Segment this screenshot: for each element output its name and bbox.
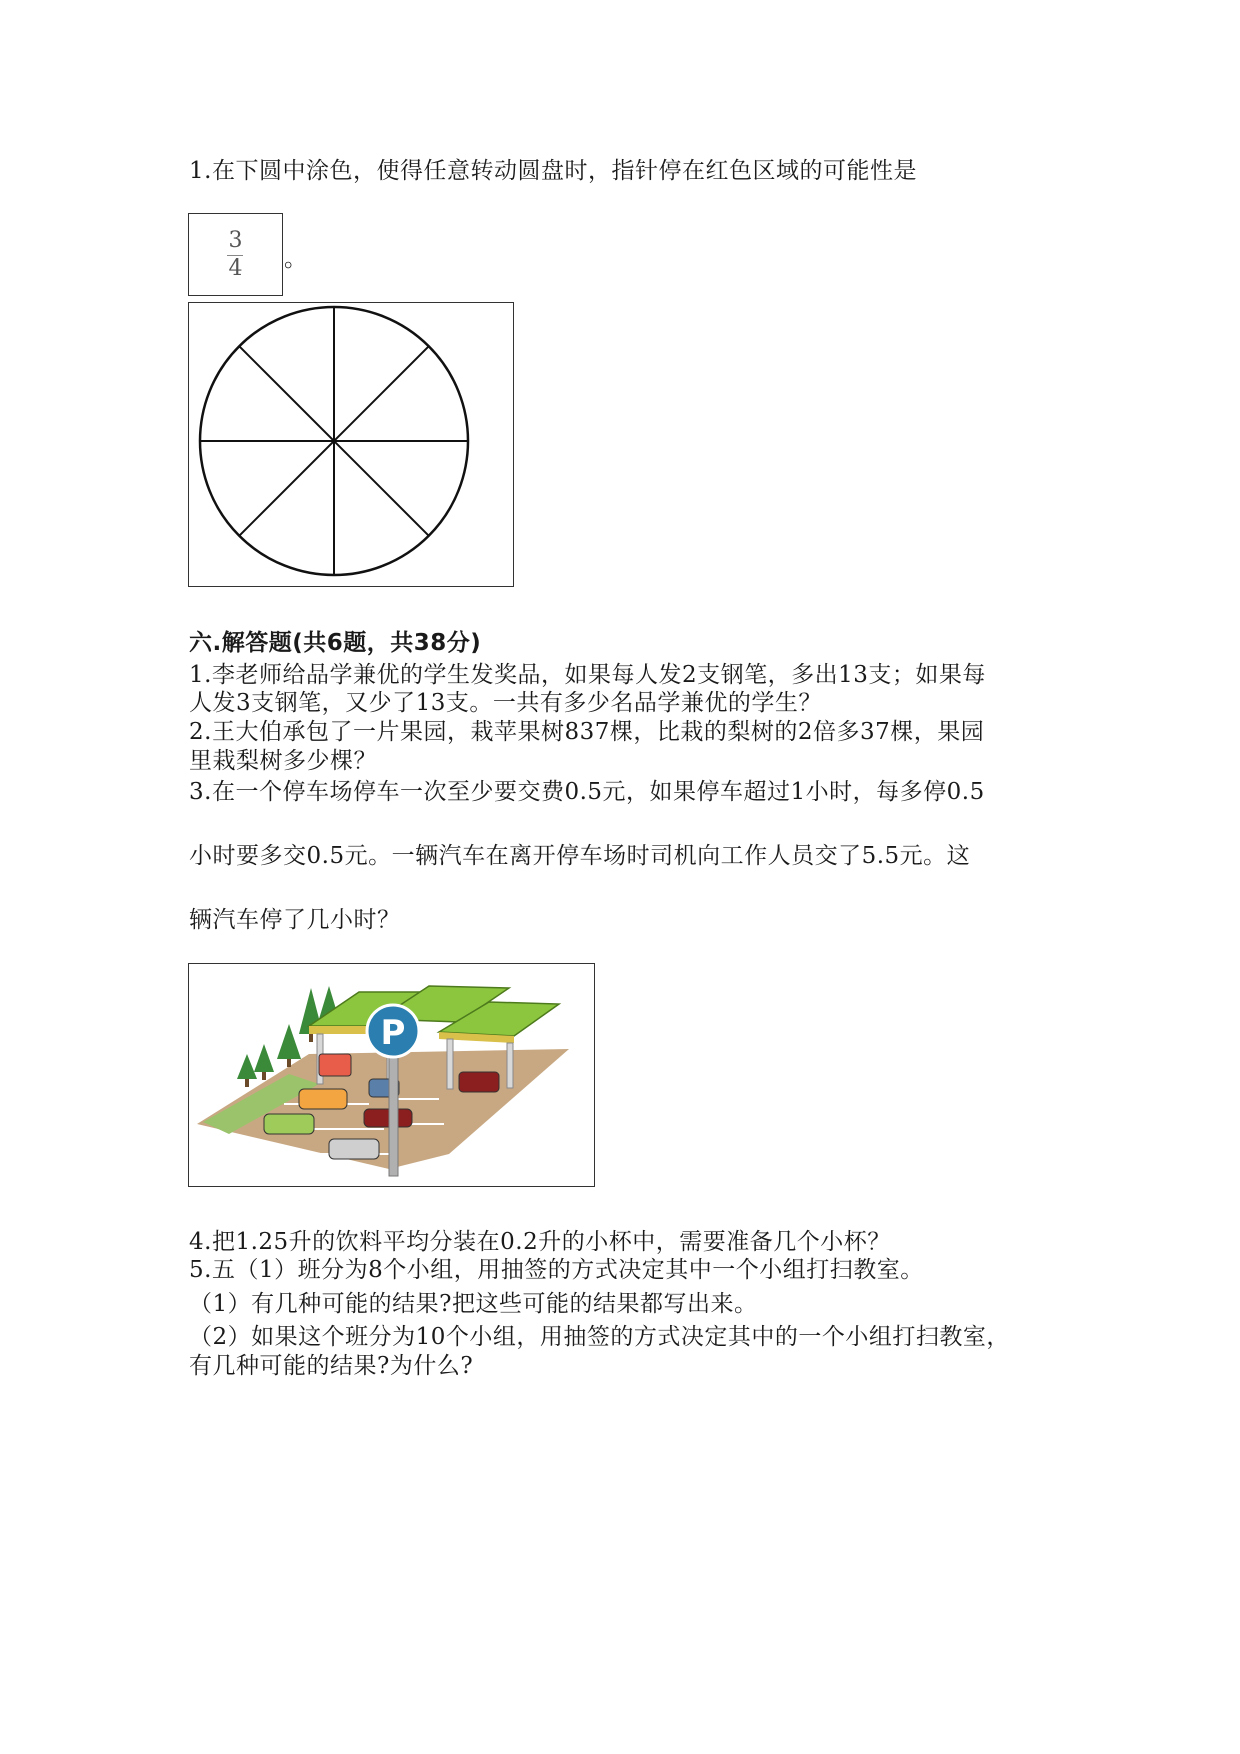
canopy-roofs: [309, 986, 559, 1043]
p5-sub1: （1）有几种可能的结果?把这些可能的结果都写出来。: [189, 1291, 758, 1317]
answer-suffix: 。: [284, 246, 308, 272]
sign-pole: [389, 1044, 398, 1176]
p2-line1: 2.王大伯承包了一片果园，栽苹果树837棵，比栽的梨树的2倍多37棵，果园: [189, 719, 985, 745]
p5: 5.五（1）班分为8个小组，用抽签的方式决定其中一个小组打扫教室。: [189, 1257, 924, 1283]
parking-lot-picture: [189, 964, 594, 1186]
parking-lot-illustration: [188, 963, 595, 1187]
fraction-numerator: 3: [228, 228, 243, 253]
parking-sign-letter: P: [380, 1013, 406, 1053]
fraction-denominator: 4: [228, 256, 243, 281]
p3-line1: 3.在一个停车场停车一次至少要交费0.5元，如果停车超过1小时，每多停0.5: [189, 779, 985, 805]
p3-line3: 辆汽车停了几小时？: [189, 907, 401, 933]
p2-line2: 里栽梨树多少棵？: [189, 748, 377, 774]
p1-line1: 1.李老师给品学兼优的学生发奖品，如果每人发2支钢笔，多出13支；如果每: [189, 662, 986, 688]
spinner-circle: [189, 303, 515, 588]
q1-prompt: 1.在下圆中涂色，使得任意转动圆盘时，指针停在红色区域的可能性是: [189, 158, 917, 184]
section-heading: 六.解答题(共6题，共38分): [189, 630, 482, 656]
circle-diagram-frame: [188, 302, 514, 587]
answer-box: [188, 213, 283, 296]
p5-sub2-line1: （2）如果这个班分为10个小组，用抽签的方式决定其中的一个小组打扫教室，: [189, 1324, 1010, 1350]
p5-sub2-line2: 有几种可能的结果?为什么?: [189, 1353, 474, 1379]
p1-line2: 人发3支钢笔，又少了13支。一共有多少名品学兼优的学生？: [189, 690, 822, 716]
p4: 4.把1.25升的饮料平均分装在0.2升的小杯中，需要准备几个小杯？: [189, 1229, 891, 1255]
p3-line2: 小时要多交0.5元。一辆汽车在离开停车场时司机向工作人员交了5.5元。这: [189, 843, 971, 869]
